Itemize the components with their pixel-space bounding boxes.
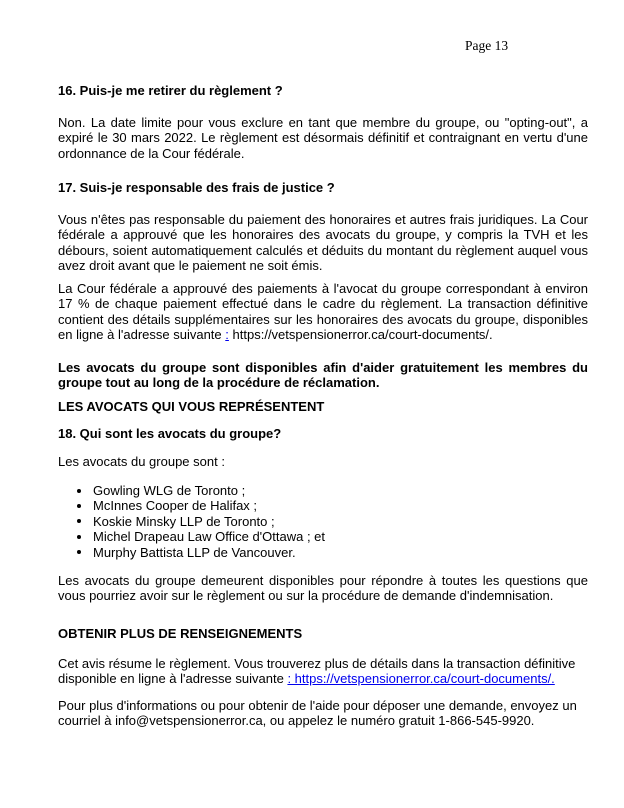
lawyer-item [58,514,588,529]
court-documents-link[interactable]: : https://vetspensionerror.ca/court-documents/. [287,671,555,687]
lawyer-item-label: Michel Drapeau Law Office d'Ottawa ; et [93,529,326,545]
section-heading-more-info: OBTENIR PLUS DE RENSEIGNEMENTS [58,626,303,641]
more-info-text: Cet avis résume le règlement. Vous trouverez plus de détails dans la transaction définitive disponible en ligne à l'adresse suivante [58,656,576,687]
section-heading-lawyers: LES AVOCATS QUI VOUS REPRÉSENTENT [58,399,325,414]
court-documents-link[interactable]: : [225,327,229,343]
question-18-heading: 18. Qui sont les avocats du groupe? [58,426,282,441]
bullet-icon [77,519,81,523]
lawyer-item-label: McInnes Cooper de Halifax ; [93,498,258,514]
answer-2-text: La Cour fédérale a approuvé des paiements à l'avocat du groupe correspondant à environ 17 % de chaque paiement effectué dans le cadre du règlement. La transaction définitive contient des détails supplémentaires sur les honoraires des avocats du groupe, disponibles en ligne à l'adresse suivante [58,281,588,343]
question-17-heading: 17. Suis-je responsable des frais de justice ? [58,180,335,195]
bullet-icon [77,550,81,554]
bullet-icon [77,504,81,508]
bullet-icon [77,489,81,493]
lawyer-item [58,529,588,544]
question-18-intro: Les avocats du groupe sont : [58,454,225,469]
bullet-icon [77,535,81,539]
lawyers-closing-paragraph: Les avocats du groupe demeurent disponibles pour répondre à toutes les questions que vous pourriez avoir sur le règlement ou sur la procédure de demande d'indemnisation. [58,573,588,604]
lawyers-list [58,483,588,560]
free-help-note: Les avocats du groupe sont disponibles afin d'aider gratuitement les membres du groupe tout au long de la procédure de réclamation. [58,360,588,391]
question-16-answer: Non. La date limite pour vous exclure en tant que membre du groupe, ou "opting-out", a expiré le 30 mars 2022. Le règlement est désormais définitif et contraignant en vertu d'une ordonnance de la Cour fédérale. [58,115,588,161]
lawyer-item-label: Gowling WLG de Toronto ; [93,483,246,498]
contact-paragraph: Pour plus d'informations ou pour obtenir de l'aide pour déposer une demande, envoyez un courriel à info@vetspensionerror.ca, ou appelez le numéro gratuit 1-866-545-9920. [58,698,577,729]
page-number: Page 13 [465,38,509,53]
court-documents-url-text: https://vetspensionerror.ca/court-documents/. [232,327,493,343]
question-17-answer-2 [58,281,588,343]
question-17-answer-1: Vous n'êtes pas responsable du paiement des honoraires et autres frais juridiques. La Cour fédérale a approuvé que les honoraires des avocats du groupe, y compris la TVH et les débours, soient automatiquement calculés et déduits du montant du règlement auquel vous avez droit avant que le paiement ne soit émis. [58,212,588,274]
lawyer-item-label: Koskie Minsky LLP de Toronto ; [93,513,275,529]
lawyer-item [58,498,588,513]
lawyer-item [58,545,588,560]
more-info-paragraph [58,656,588,687]
question-16-heading: 16. Puis-je me retirer du règlement ? [58,83,283,98]
lawyer-item-label: Murphy Battista LLP de Vancouver. [93,544,296,560]
lawyer-item [58,483,588,498]
